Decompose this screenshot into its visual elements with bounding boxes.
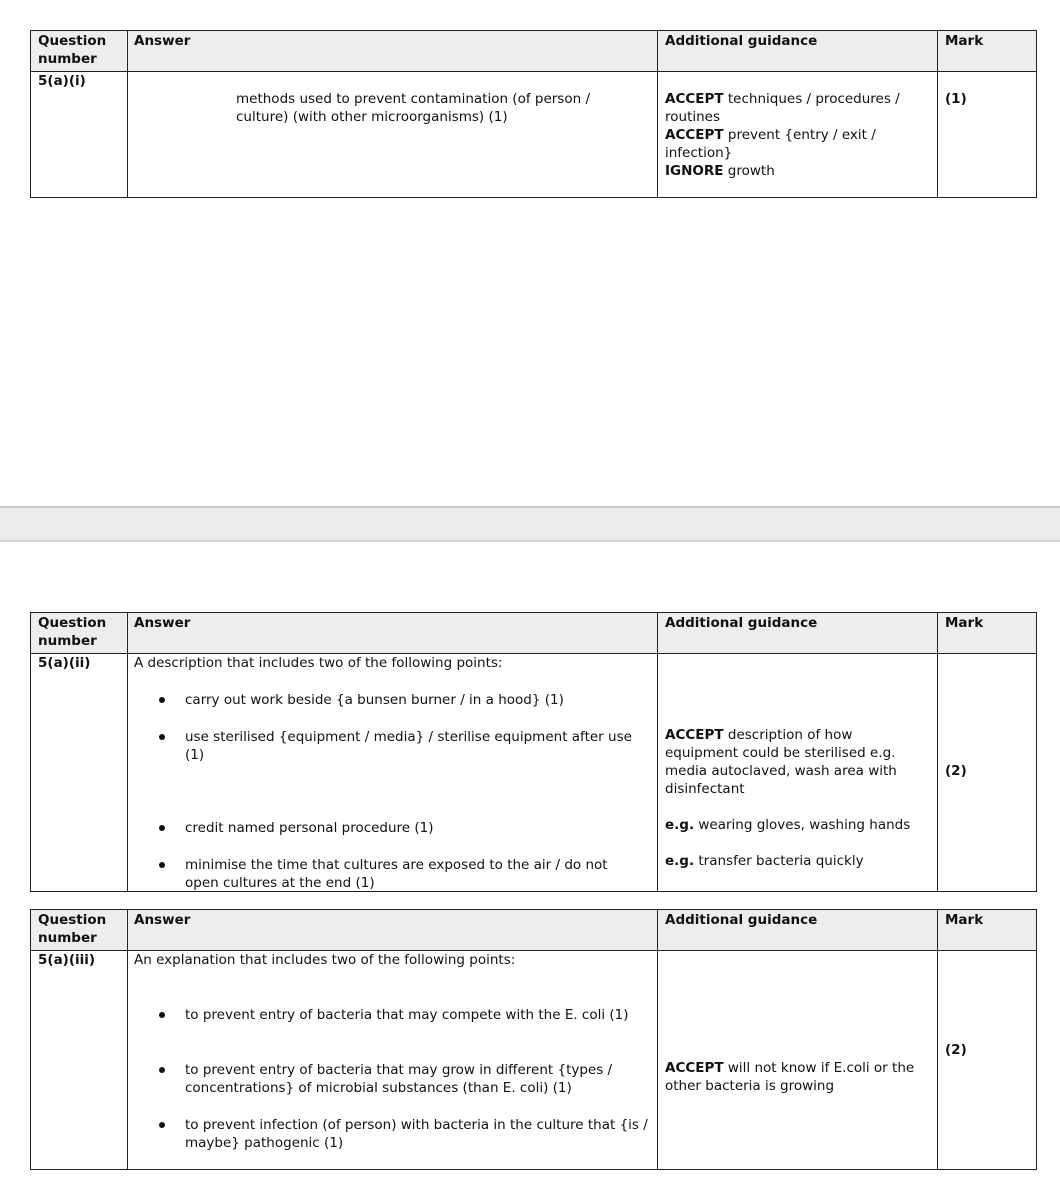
mark-scheme-table-5aiii: Question number Answer Additional guidance Mark 5(a)(iii) An explanation that includes two of the following points: to prevent entry of bacteria that may compete with the E. coli (1) to prevent entry of bacteria that may grow in different {types / concentrations} of microbial substances (than E. coli) (1) to prevent infection (of person) with bacteria in the culture that {is / maybe} pathogenic (1) ACCEPT will not know if E.coli or the other bacteria is growing (2) [30, 909, 1037, 1170]
header-question: Question number [38, 912, 107, 946]
header-answer: Answer [134, 615, 191, 631]
guidance-text: e.g. transfer bacteria quickly [665, 853, 864, 869]
header-guidance: Additional guidance [665, 912, 818, 928]
header-answer: Answer [134, 33, 191, 49]
answer-intro: An explanation that includes two of the following points: [134, 952, 516, 968]
header-guidance: Additional guidance [665, 615, 818, 631]
answer-intro: A description that includes two of the following points: [134, 655, 503, 671]
header-question: Question number [38, 33, 107, 67]
mark-value: (1) [945, 91, 967, 107]
question-number: 5(a)(i) [38, 73, 86, 89]
guidance-text: ACCEPT description of how equipment could be sterilised e.g. media autoclaved, wash area with disinfectant [665, 727, 897, 797]
header-answer: Answer [134, 912, 191, 928]
mark-value: (2) [945, 763, 967, 779]
guidance-text: e.g. wearing gloves, washing hands [665, 817, 911, 833]
question-number: 5(a)(iii) [38, 952, 96, 968]
header-question: Question number [38, 615, 107, 649]
mark-scheme-table-5ai [30, 30, 1037, 198]
header-mark: Mark [945, 912, 984, 928]
guidance-text: ACCEPT will not know if E.coli or the other bacteria is growing [665, 1060, 915, 1094]
answer-text: methods used to prevent contamination (of person / culture) (with other microorganisms) (1) [236, 91, 590, 125]
mark-scheme-table-5aii: Question number Answer Additional guidance Mark 5(a)(ii) A description that includes two of the following points: carry out work beside {a bunsen burner / in a hood} (1) use sterilised {equipment / media} / sterilise equipment after use (1) credit named personal procedure (1) minimise the time that cultures are exposed to the air / do not open cultures at the end (1) ACCEPT description of how equipment could be sterilised e.g. media autoclaved, wash area with disinfectant e.g. wearing gloves, washing hands e.g. transfer bacteria quickly (2) [30, 612, 1037, 892]
question-number: 5(a)(ii) [38, 655, 91, 671]
header-mark: Mark [945, 33, 984, 49]
guidance-text: ACCEPT techniques / procedures / routines ACCEPT prevent {entry / exit / infection} IGNORE growth [665, 91, 900, 179]
header-mark: Mark [945, 615, 984, 631]
page-separator [0, 506, 1060, 542]
mark-value: (2) [945, 1042, 967, 1058]
header-guidance: Additional guidance [665, 33, 818, 49]
